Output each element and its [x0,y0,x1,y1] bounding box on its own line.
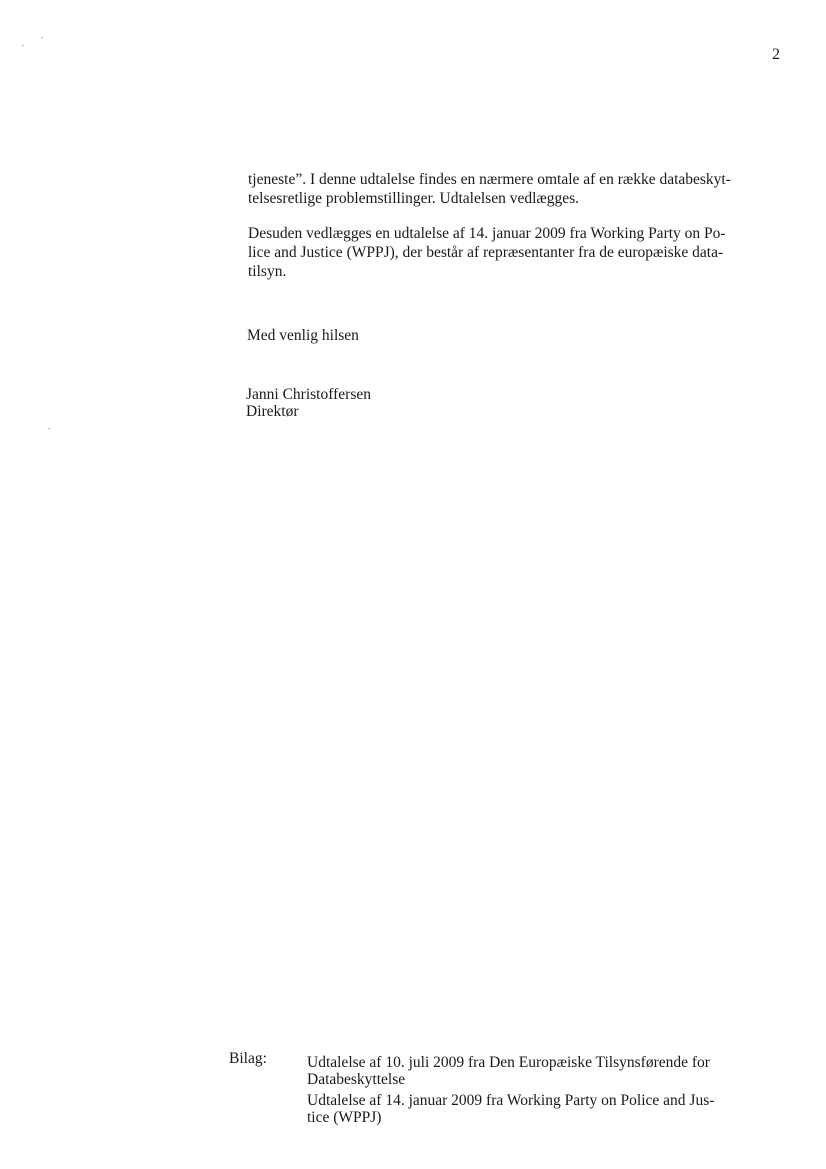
appendix-label: Bilag: [229,1050,267,1067]
body-paragraph-1 [248,170,778,208]
appendix-line: Udtalelse af 10. juli 2009 fra Den Europæiske Tilsynsførende for [307,1054,710,1071]
signer-title: Direktør [246,403,299,420]
signer-name: Janni Christoffersen [246,386,371,403]
scan-speck [22,45,24,46]
body-line: tjeneste”. I denne udtalelse findes en nærmere omtale af en række databeskyt- [248,171,731,188]
body-line: lice and Justice (WPPJ), der består af repræsentanter fra de europæiske data- [248,244,724,261]
appendix-line: Databeskyttelse [307,1071,406,1088]
appendix-line: tice (WPPJ) [307,1109,382,1126]
body-paragraph-2 [248,224,778,281]
appendix-list [307,1054,767,1130]
scan-speck [41,37,43,38]
scan-speck [48,428,50,429]
signature-block [246,386,371,420]
appendix-line: Udtalelse af 14. januar 2009 fra Working Party on Police and Jus- [307,1092,715,1109]
body-line: tilsyn. [248,263,287,280]
closing-greeting: Med venlig hilsen [247,327,359,344]
appendix-item [307,1054,767,1088]
page-number: 2 [772,46,780,63]
body-line: Desuden vedlægges en udtalelse af 14. januar 2009 fra Working Party on Po- [248,225,726,242]
body-line: telsesretlige problemstillinger. Udtalelsen vedlægges. [248,190,580,207]
letter-body [248,170,778,297]
appendix-item [307,1092,767,1126]
